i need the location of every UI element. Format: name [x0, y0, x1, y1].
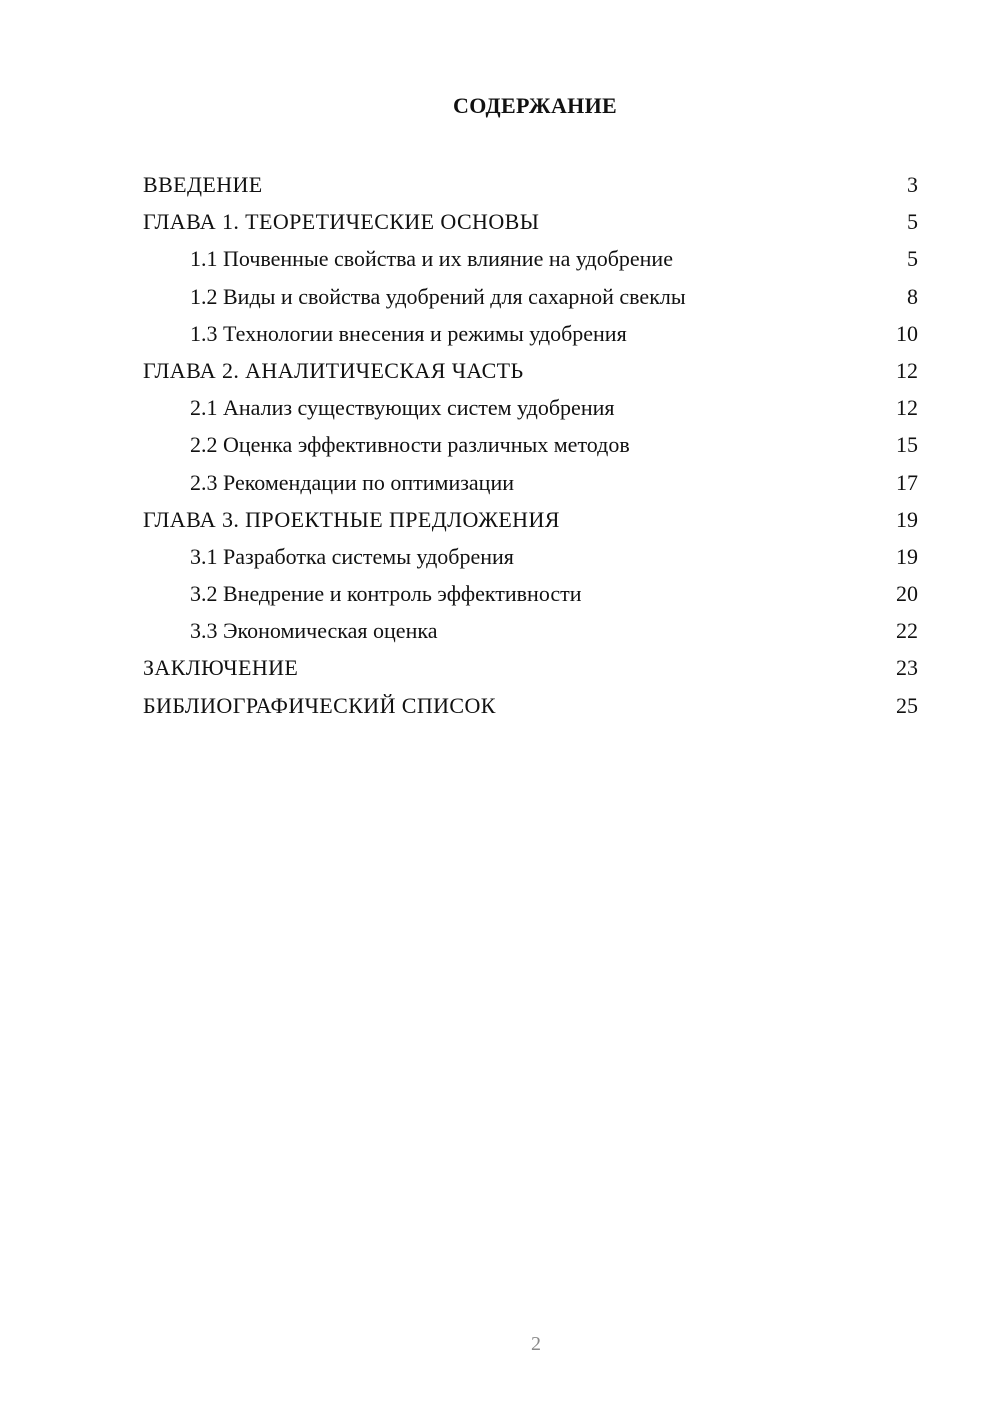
- page-number: 2: [531, 1333, 541, 1355]
- toc-item-page: 19: [896, 543, 918, 569]
- toc-item-label: 2.1 Анализ существующих систем удобрения: [190, 395, 615, 421]
- toc-item-label: 3.1 Разработка системы удобрения: [190, 543, 514, 569]
- toc-item-page: 23: [896, 655, 918, 681]
- toc-item-label: 3.2 Внедрение и контроль эффективности: [190, 581, 582, 607]
- toc-item-label: 2.2 Оценка эффективности различных методов: [190, 432, 630, 458]
- toc-item-label: ГЛАВА 2. АНАЛИТИЧЕСКАЯ ЧАСТЬ: [143, 357, 524, 383]
- toc-item-label: БИБЛИОГРАФИЧЕСКИЙ СПИСОК: [143, 692, 496, 718]
- toc-item: [143, 167, 918, 204]
- page-title: СОДЕРЖАНИЕ: [453, 93, 617, 118]
- toc-item-page: 5: [907, 246, 918, 272]
- toc-item-page: 20: [896, 581, 918, 607]
- toc-subitem: [143, 241, 918, 278]
- toc-item-page: 15: [896, 432, 918, 458]
- toc-item-page: 17: [896, 469, 918, 495]
- toc-subitem: [143, 576, 918, 613]
- table-of-contents: [143, 167, 918, 725]
- toc-item-page: 3: [907, 172, 918, 197]
- toc-item-label: 1.1 Почвенные свойства и их влияние на удобрение: [190, 246, 673, 272]
- toc-item-label: ГЛАВА 3. ПРОЕКТНЫЕ ПРЕДЛОЖЕНИЯ: [143, 506, 560, 532]
- toc-item: [143, 204, 918, 241]
- toc-item-page: 25: [896, 692, 918, 718]
- toc-item: [143, 688, 918, 725]
- toc-item-page: 22: [896, 618, 918, 644]
- toc-item-page: 12: [896, 395, 918, 421]
- toc-item: [143, 502, 918, 539]
- toc-subitem: [143, 613, 918, 650]
- toc-item-label: ЗАКЛЮЧЕНИЕ: [143, 655, 299, 681]
- toc-item: [143, 353, 918, 390]
- toc-subitem: [143, 465, 918, 502]
- toc-subitem: [143, 427, 918, 464]
- toc-item-label: 2.3 Рекомендации по оптимизации: [190, 469, 515, 495]
- toc-item-page: 10: [896, 320, 918, 346]
- toc-item-label: 3.3 Экономическая оценка: [190, 618, 438, 644]
- toc-item-page: 12: [896, 357, 918, 383]
- toc-item-label: ВВЕДЕНИЕ: [143, 172, 263, 197]
- toc-item-label: ГЛАВА 1. ТЕОРЕТИЧЕСКИЕ ОСНОВЫ: [143, 209, 540, 235]
- toc-item-label: 1.3 Технологии внесения и режимы удобрения: [190, 320, 627, 346]
- toc-item-page: 19: [896, 506, 918, 532]
- toc-item-label: 1.2 Виды и свойства удобрений для сахарной свеклы: [190, 283, 686, 309]
- toc-item: [143, 650, 918, 687]
- toc-subitem: [143, 279, 918, 316]
- toc-subitem: [143, 539, 918, 576]
- toc-subitem: [143, 390, 918, 427]
- toc-item-page: 5: [907, 209, 918, 235]
- toc-item-page: 8: [907, 283, 918, 309]
- toc-subitem: [143, 316, 918, 353]
